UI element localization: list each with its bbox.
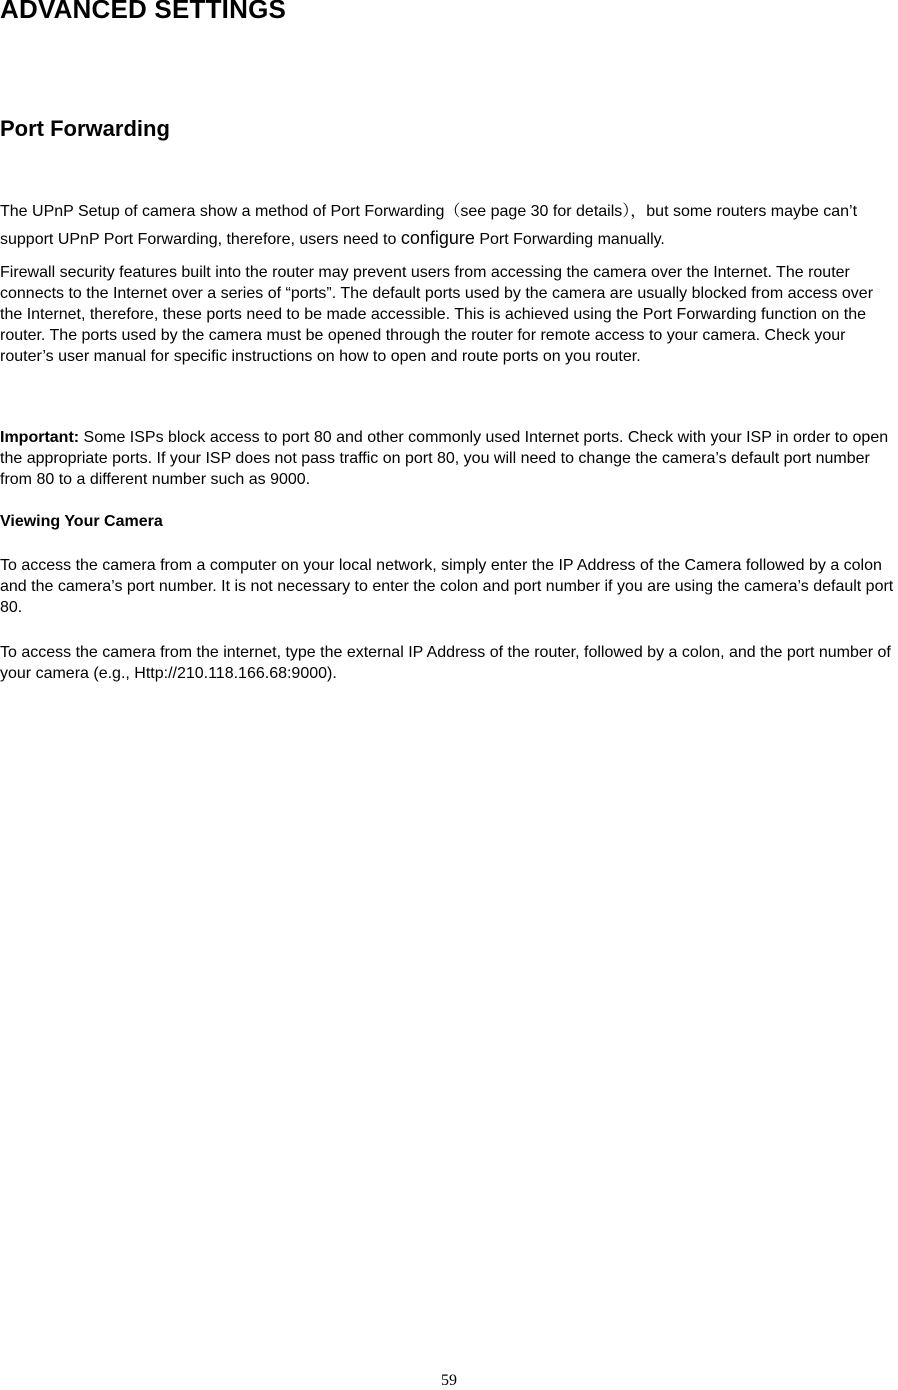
important-paragraph (0, 427, 898, 490)
page-number: 59 (441, 1372, 457, 1389)
firewall-paragraph: Firewall security features built into the router may prevent users from accessing the camera over the Internet. The router connects to the Internet over a series of “ports”. The default ports used by the camera are usually blocked from access over the Internet, therefore, these ports need to be made accessible. This is achieved using the Port Forwarding function on the router. The ports used by the camera must be opened through the router for remote access to your camera. Check your router’s user manual for specific instructions on how to open and route ports on you router. (0, 264, 874, 365)
intro-text-end: Port Forwarding manually. (474, 231, 665, 248)
intro-emphasis: configure (400, 228, 475, 248)
important-label: Important: (0, 429, 80, 446)
important-text: Some ISPs block access to port 80 and other commonly used Internet ports. Check with your ISP in order to open the appropriate ports. If your ISP does not pass traffic on port 80, you will need to change the camera’s default port number from 80 to a different number such as 9000. (0, 429, 889, 488)
intro-text-start: The UPnP Setup of camera show a method of Port Forwarding（see page 30 for details），but some routers maybe can’t support UPnP Port Forwarding, therefore, users need to (0, 203, 858, 248)
local-access-paragraph: To access the camera from a computer on your local network, simply enter the IP Address of the Camera followed by a colon and the camera’s port number. It is not necessary to enter the colon and port number if you are using the camera’s default port 80. (0, 557, 894, 616)
page-heading: ADVANCED SETTINGS (0, 0, 287, 24)
intro-paragraph (0, 199, 898, 253)
internet-access-paragraph: To access the camera from the internet, type the external IP Address of the router, followed by a colon, and the port number of your camera (e.g., Http://210.118.166.68:9000). (0, 644, 891, 682)
viewing-heading: Viewing Your Camera (0, 513, 163, 530)
section-title: Port Forwarding (0, 116, 170, 141)
